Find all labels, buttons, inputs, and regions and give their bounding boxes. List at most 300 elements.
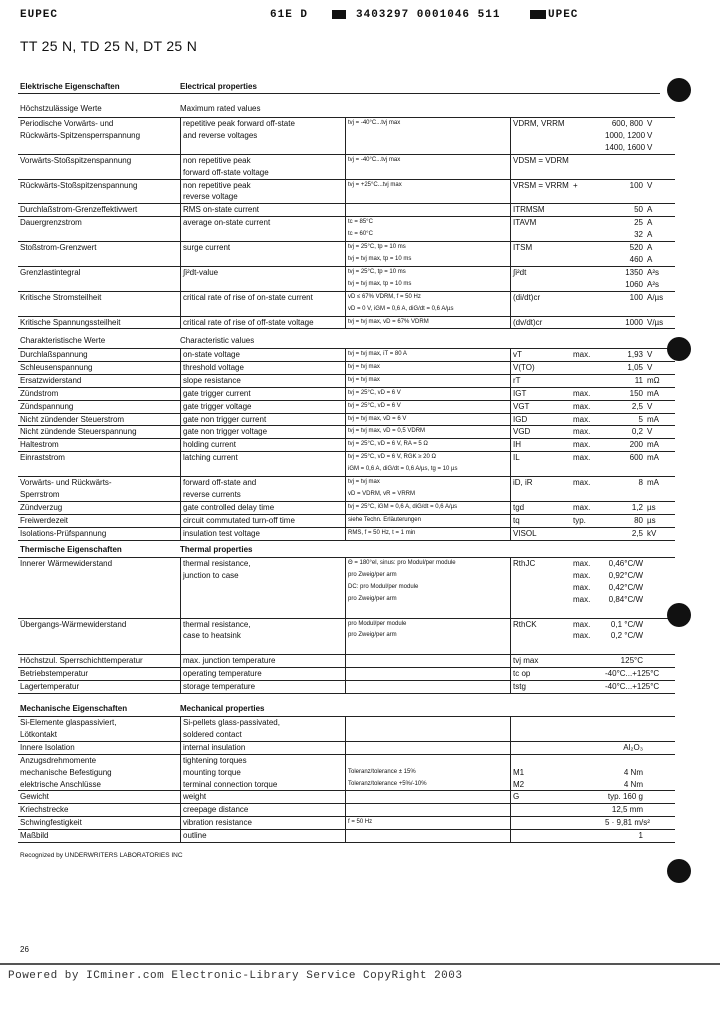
cell-mx: [571, 204, 603, 217]
cell-unit: V: [645, 179, 675, 191]
cell-unit: A: [647, 254, 653, 264]
cell-cond: iGM = 0,6 A, diG/dt = 0,6 A/µs, tg = 10 µs: [346, 464, 511, 476]
barcode-number: 3403297 0001046 511: [356, 9, 501, 21]
table-row: [18, 642, 675, 654]
table-row: [18, 582, 675, 594]
cell-cond: [346, 606, 511, 618]
cell-unit: [645, 191, 675, 203]
cell-mx: [571, 130, 603, 142]
table-row: [18, 681, 675, 694]
cell-val: 5 · 9,81 m/s²: [603, 817, 645, 830]
cell-cond: [346, 717, 511, 729]
cell-de: Vorwärts- und Rückwärts-: [18, 477, 181, 489]
cell-val: 8: [603, 477, 645, 489]
cell-val: -40°C...+125°C: [603, 681, 645, 694]
thermal-table: [18, 557, 675, 694]
cell-mx: [571, 767, 603, 779]
cell-unit: V: [647, 142, 653, 152]
cell-de: Höchstzul. Sperrschichttemperatur: [18, 655, 181, 668]
cell-mx: [571, 191, 603, 203]
cell-sym: [511, 741, 572, 754]
cell-en: [181, 279, 346, 291]
cell-en: holding current: [181, 439, 346, 452]
cell-de: Nicht zündende Steuerspannung: [18, 426, 181, 439]
cell-de: Schwingfestigkeit: [18, 817, 181, 830]
cell-val: [603, 464, 645, 476]
cell-en: soldered contact: [181, 729, 346, 741]
cell-cond: Toleranz/tolerance +5%/-10%: [346, 779, 511, 791]
cell-val: 1000: [603, 316, 645, 329]
cell-sym: ITSM: [511, 242, 572, 254]
cell-sym: [511, 630, 572, 642]
cell-en: gate controlled delay time: [181, 501, 346, 514]
table-row: [18, 741, 675, 754]
cell-unit: [645, 779, 675, 791]
cell-en: outline: [181, 830, 346, 843]
cell-de: Rückwärts-Stoßspitzenspannung: [18, 179, 181, 191]
table-row: [18, 594, 675, 606]
cell-mx: [571, 729, 603, 741]
cell-mx: [571, 642, 603, 654]
cell-mx: [571, 229, 603, 241]
brand-left: EUPEC: [20, 9, 59, 21]
cell-cond: [346, 204, 511, 217]
table-row: [18, 630, 675, 642]
cell-en: gate trigger voltage: [181, 400, 346, 413]
table-row: [18, 387, 675, 400]
cell-cond: [346, 191, 511, 203]
cell-sym: VDSM = VDRM: [511, 154, 572, 166]
cell-cond: [346, 741, 511, 754]
cell-unit: mA: [645, 439, 675, 452]
cell-de: [18, 142, 181, 154]
cell-en: gate non trigger current: [181, 413, 346, 426]
cell-sym: RthCK: [511, 618, 572, 630]
cell-cond: tvj = 25°C, iGM = 0,6 A, diG/dt = 0,6 A/µs: [346, 501, 511, 514]
cell-unit: A: [645, 204, 675, 217]
cell-val: 32: [634, 230, 643, 240]
cell-unit: [645, 642, 675, 654]
cell-unit: A/µs: [645, 291, 675, 303]
section-thermal-de: Thermische Eigenschaften: [20, 545, 122, 554]
cell-unit: [645, 804, 675, 817]
cell-sym: [511, 754, 572, 766]
cell-cond: [346, 130, 511, 142]
cell-sym: [511, 130, 572, 142]
cell-unit: V: [645, 361, 675, 374]
cell-de: Durchlaßspannung: [18, 349, 181, 362]
cell-de: Dauergrenzstrom: [18, 217, 181, 229]
cell-unit: [645, 594, 675, 606]
cell-mx: [571, 142, 603, 154]
cell-unit: A: [645, 242, 675, 254]
table-row: [18, 279, 675, 291]
section-mechanical-en: Mechanical properties: [180, 704, 265, 713]
cell-cond: tvj = tvj max, vD = 6 V: [346, 413, 511, 426]
cell-val: 1400, 1600: [605, 142, 646, 152]
cell-val: [603, 754, 645, 766]
cell-cond: pro Zweig/per arm: [346, 630, 511, 642]
cell-val: 150: [603, 387, 645, 400]
cell-unit: V: [645, 349, 675, 362]
table-row: [18, 501, 675, 514]
cell-cond: [346, 729, 511, 741]
cell-sym: VRSM = VRRM: [511, 179, 572, 191]
cell-sym: [511, 489, 572, 501]
cell-mx: max.: [571, 387, 603, 400]
cell-mx: max.: [571, 349, 603, 362]
section-mechanical-de: Mechanische Eigenschaften: [20, 704, 128, 713]
cell-unit: mΩ: [645, 374, 675, 387]
cell-mx: [571, 242, 603, 254]
cell-mx: [571, 717, 603, 729]
section-electrical-en: Electrical properties: [180, 82, 257, 91]
cell-mx: max.: [571, 413, 603, 426]
cell-val: 0,2: [603, 426, 645, 439]
cell-val: 1350: [603, 266, 645, 278]
cell-val: 1,93: [603, 349, 645, 362]
cell-cond: tc = 85°C: [346, 217, 511, 229]
cell-de: Kritische Spannungssteilheit: [18, 316, 181, 329]
cell-cond: DC: pro Modul/per module: [346, 582, 511, 594]
cell-de: Durchlaßstrom-Grenzeffektivwert: [18, 204, 181, 217]
cell-mx: [571, 741, 603, 754]
cell-de: Maßbild: [18, 830, 181, 843]
cell-val: 50: [603, 204, 645, 217]
cell-mx: max.: [571, 501, 603, 514]
punch-hole-3: [667, 603, 691, 627]
cell-de: [18, 229, 181, 241]
cell-en: Si-pellets glass-passivated,: [181, 717, 346, 729]
cell-de: [18, 464, 181, 476]
cell-cond: [346, 830, 511, 843]
cell-de: [18, 570, 181, 582]
table-row: [18, 804, 675, 817]
cell-en: operating temperature: [181, 668, 346, 681]
cell-de: elektrische Anschlüsse: [20, 779, 101, 789]
cell-val: typ. 160 g: [603, 791, 645, 804]
table-row: [18, 464, 675, 476]
cell-mx: [571, 830, 603, 843]
cell-cond: f = 50 Hz: [346, 817, 511, 830]
cell-sym: [511, 570, 572, 582]
table-row: [18, 291, 675, 303]
cell-en: storage temperature: [181, 681, 346, 694]
cell-sym: IL: [511, 452, 572, 464]
table-row: [18, 204, 675, 217]
cell-mx: [571, 304, 603, 316]
cell-mx: [571, 217, 603, 229]
cell-val: Al₂O₃: [603, 741, 645, 754]
cell-val: 200: [603, 439, 645, 452]
cell-sym: [511, 582, 572, 594]
cell-cond: [346, 804, 511, 817]
cell-en: repetitive peak forward off-state: [181, 118, 346, 130]
cell-de: Grenzlastintegral: [18, 266, 181, 278]
cell-cond: vD = 0 V, iGM = 0,6 A, diG/dt = 0,6 A/µs: [346, 304, 511, 316]
cell-unit: [645, 167, 675, 179]
cell-val: 2,5: [603, 527, 645, 540]
cell-sym: VGD: [511, 426, 572, 439]
cell-de: Innerer Wärmewiderstand: [18, 558, 181, 570]
cell-en: non repetitive peak: [181, 179, 346, 191]
cell-val: [603, 489, 645, 501]
cell-unit: mA: [645, 413, 675, 426]
cell-cond: tvj = tvj max, tp = 10 ms: [346, 254, 511, 266]
cell-de: [18, 606, 181, 618]
table-row: [18, 817, 675, 830]
section-divider: [18, 93, 660, 94]
cell-mx: max.: [571, 452, 603, 464]
table-row: [18, 167, 675, 179]
table-row: [18, 179, 675, 191]
cell-val: 100: [603, 179, 645, 191]
cell-mx: max.: [571, 477, 603, 489]
cell-de: [18, 191, 181, 203]
table-row: [18, 304, 675, 316]
cell-mx: max.: [571, 558, 603, 570]
cell-en: [181, 142, 346, 154]
cell-cond: [346, 167, 511, 179]
cell-de: Isolations-Prüfspannung: [18, 527, 181, 540]
cell-val: 0,1 °C/W: [603, 618, 645, 630]
cell-en: non repetitive peak: [181, 154, 346, 166]
cell-mx: [571, 254, 603, 266]
cell-val: 460: [629, 254, 643, 264]
cell-unit: [645, 570, 675, 582]
cell-de: [18, 630, 181, 642]
cell-sym: [511, 304, 572, 316]
cell-en: forward off-state voltage: [181, 167, 346, 179]
cell-de: Innere Isolation: [18, 741, 181, 754]
cell-mx: max.: [571, 400, 603, 413]
cell-en: on-state voltage: [181, 349, 346, 362]
cell-cond: pro Modul/per module: [346, 618, 511, 630]
subsection-char-de: Charakteristische Werte: [20, 336, 106, 345]
cell-sym: RthJC: [511, 558, 572, 570]
cell-mx: [571, 374, 603, 387]
cell-val: 4 Nm: [623, 767, 643, 777]
cell-de: Periodische Vorwärts- und: [18, 118, 181, 130]
table-row: [18, 426, 675, 439]
cell-en: and reverse voltages: [181, 130, 346, 142]
table-row: [18, 254, 675, 266]
cell-cond: Toleranz/tolerance ± 15%: [346, 767, 511, 779]
cell-sym: tq: [511, 514, 572, 527]
cell-de: Schleusenspannung: [18, 361, 181, 374]
cell-mx: [571, 791, 603, 804]
cell-sym: [511, 804, 572, 817]
cell-cond: [346, 681, 511, 694]
cell-sym: [511, 254, 572, 266]
cell-cond: tvj = tvj max, iT = 80 A: [346, 349, 511, 362]
cell-en: case to heatsink: [181, 630, 346, 642]
cell-unit: V: [647, 130, 653, 140]
cell-de: Zündverzug: [18, 501, 181, 514]
max-rated-table: [18, 117, 675, 329]
cell-sym: ∫i²dt: [511, 266, 572, 278]
table-row: [18, 729, 675, 741]
table-row: [18, 655, 675, 668]
table-row: [18, 400, 675, 413]
cell-unit: A: [645, 217, 675, 229]
cell-cond: [346, 642, 511, 654]
cell-en: circuit commutated turn-off time: [181, 514, 346, 527]
cell-mx: max.: [573, 594, 591, 604]
cell-val: 0,42°C/W: [608, 582, 643, 592]
cell-de: Si-Elemente glaspassiviert,: [18, 717, 181, 729]
cell-en: RMS on-state current: [181, 204, 346, 217]
cell-mx: max.: [571, 426, 603, 439]
cell-val: 12,5 mm: [603, 804, 645, 817]
table-row: [18, 558, 675, 570]
cell-mx: max.: [573, 582, 591, 592]
table-row: [18, 570, 675, 582]
table-row: [18, 439, 675, 452]
cell-en: terminal connection torque: [181, 779, 346, 791]
cell-en: threshold voltage: [181, 361, 346, 374]
cell-de: Kriechstrecke: [18, 804, 181, 817]
cell-mx: [571, 361, 603, 374]
cell-en: [181, 582, 346, 594]
cell-val: 11: [603, 374, 645, 387]
cell-val: [603, 154, 645, 166]
page-number: 26: [20, 945, 29, 954]
cell-cond: [346, 791, 511, 804]
cell-en: [181, 642, 346, 654]
cell-val: [603, 191, 645, 203]
cell-cond: tvj = tvj max: [346, 374, 511, 387]
cell-sym: VGT: [511, 400, 572, 413]
cell-en: [181, 254, 346, 266]
cell-de: Haltestrom: [18, 439, 181, 452]
cell-sym: vT: [511, 349, 572, 362]
cell-unit: A: [647, 230, 653, 240]
brand-right: UPEC: [548, 9, 579, 21]
subsection-char-en: Characteristic values: [180, 336, 255, 345]
cell-unit: [645, 154, 675, 166]
cell-val: 0,46°C/W: [603, 558, 645, 570]
cell-de: Lötkontakt: [20, 729, 57, 739]
cell-sym: tgd: [511, 501, 572, 514]
cell-unit: V: [645, 426, 675, 439]
cell-sym: rT: [511, 374, 572, 387]
table-row: [18, 191, 675, 203]
cell-val: 1,2: [603, 501, 645, 514]
mechanical-table: [18, 716, 675, 843]
cell-val: 25: [603, 217, 645, 229]
cell-cond: tvj = -40°C...tvj max: [346, 118, 511, 130]
cell-val: 0,92°C/W: [608, 570, 643, 580]
cell-de: Zündstrom: [18, 387, 181, 400]
table-row: [18, 316, 675, 329]
table-row: [18, 349, 675, 362]
cell-en: reverse currents: [181, 489, 346, 501]
cell-mx: max.: [573, 631, 591, 641]
cell-val: [603, 729, 645, 741]
cell-cond: tvj = tvj max: [346, 361, 511, 374]
cell-en: slope resistance: [181, 374, 346, 387]
table-row: [18, 791, 675, 804]
cell-de: Einraststrom: [18, 452, 181, 464]
cell-cond: tvj = tvj max: [346, 477, 511, 489]
table-row: [18, 118, 675, 130]
cell-mx: [571, 779, 603, 791]
cell-de: [18, 304, 181, 316]
cell-de: Vorwärts-Stoßspitzenspannung: [18, 154, 181, 166]
table-row: [18, 130, 675, 142]
table-row: [18, 489, 675, 501]
cell-cond: vD = VDRM, vR = VRRM: [346, 489, 511, 501]
cell-de: Betriebstemperatur: [18, 668, 181, 681]
cell-cond: tvj = tvj max, vD = 67% VDRM: [346, 316, 511, 329]
cell-unit: [645, 791, 675, 804]
cell-unit: kV: [645, 527, 675, 540]
cell-en: vibration resistance: [181, 817, 346, 830]
cell-sym: (dv/dt)cr: [511, 316, 572, 329]
footer-rule: [0, 963, 720, 965]
table-row: [18, 266, 675, 278]
cell-de: [18, 279, 181, 291]
cell-en: gate non trigger voltage: [181, 426, 346, 439]
cell-en: thermal resistance,: [181, 558, 346, 570]
cell-sym: [511, 606, 572, 618]
cell-unit: [645, 489, 675, 501]
cell-de: mechanische Befestigung: [20, 767, 112, 777]
cell-sym: ITRMSM: [511, 204, 572, 217]
cell-mx: [571, 681, 603, 694]
cell-en: mounting torque: [181, 767, 346, 779]
cell-cond: tvj = 25°C, tp = 10 ms: [346, 266, 511, 278]
cell-cond: siehe Techn. Erläuterungen: [346, 514, 511, 527]
cell-sym: M1: [511, 767, 572, 779]
cell-cond: tvj = 25°C, tp = 10 ms: [346, 242, 511, 254]
cell-sym: [511, 279, 572, 291]
cell-en: forward off-state and: [181, 477, 346, 489]
cell-val: 0,2 °C/W: [610, 631, 643, 641]
cell-sym: iD, iR: [511, 477, 572, 489]
cell-en: ∫i²dt-value: [181, 266, 346, 278]
cell-de: [18, 642, 181, 654]
table-row: [18, 413, 675, 426]
cell-mx: [571, 489, 603, 501]
cell-en: latching current: [181, 452, 346, 464]
characteristic-table: [18, 348, 675, 541]
cell-en: [181, 304, 346, 316]
cell-de: Gewicht: [18, 791, 181, 804]
table-row: [18, 477, 675, 489]
cell-val: 1000, 1200: [605, 130, 646, 140]
cell-sym: VISOL: [511, 527, 572, 540]
cell-en: average on-state current: [181, 217, 346, 229]
cell-unit: [645, 464, 675, 476]
cell-unit: V: [645, 400, 675, 413]
table-row: [18, 754, 675, 766]
table-row: [18, 374, 675, 387]
cell-cond: tvj = tvj max, vD = 0,5 VDRM: [346, 426, 511, 439]
cell-cond: tvj = tvj max, tp = 10 ms: [346, 279, 511, 291]
cell-val: 600, 800: [603, 118, 645, 130]
cell-mx: [571, 154, 603, 166]
cell-en: thermal resistance,: [181, 618, 346, 630]
cell-cond: vD ≤ 67% VDRM, f = 50 Hz: [346, 291, 511, 303]
table-row: [18, 142, 675, 154]
cell-unit: µs: [645, 514, 675, 527]
cell-sym: IGT: [511, 387, 572, 400]
cell-sym: [511, 729, 572, 741]
cell-en: creepage distance: [181, 804, 346, 817]
section-electrical-de: Elektrische Eigenschaften: [20, 82, 120, 91]
